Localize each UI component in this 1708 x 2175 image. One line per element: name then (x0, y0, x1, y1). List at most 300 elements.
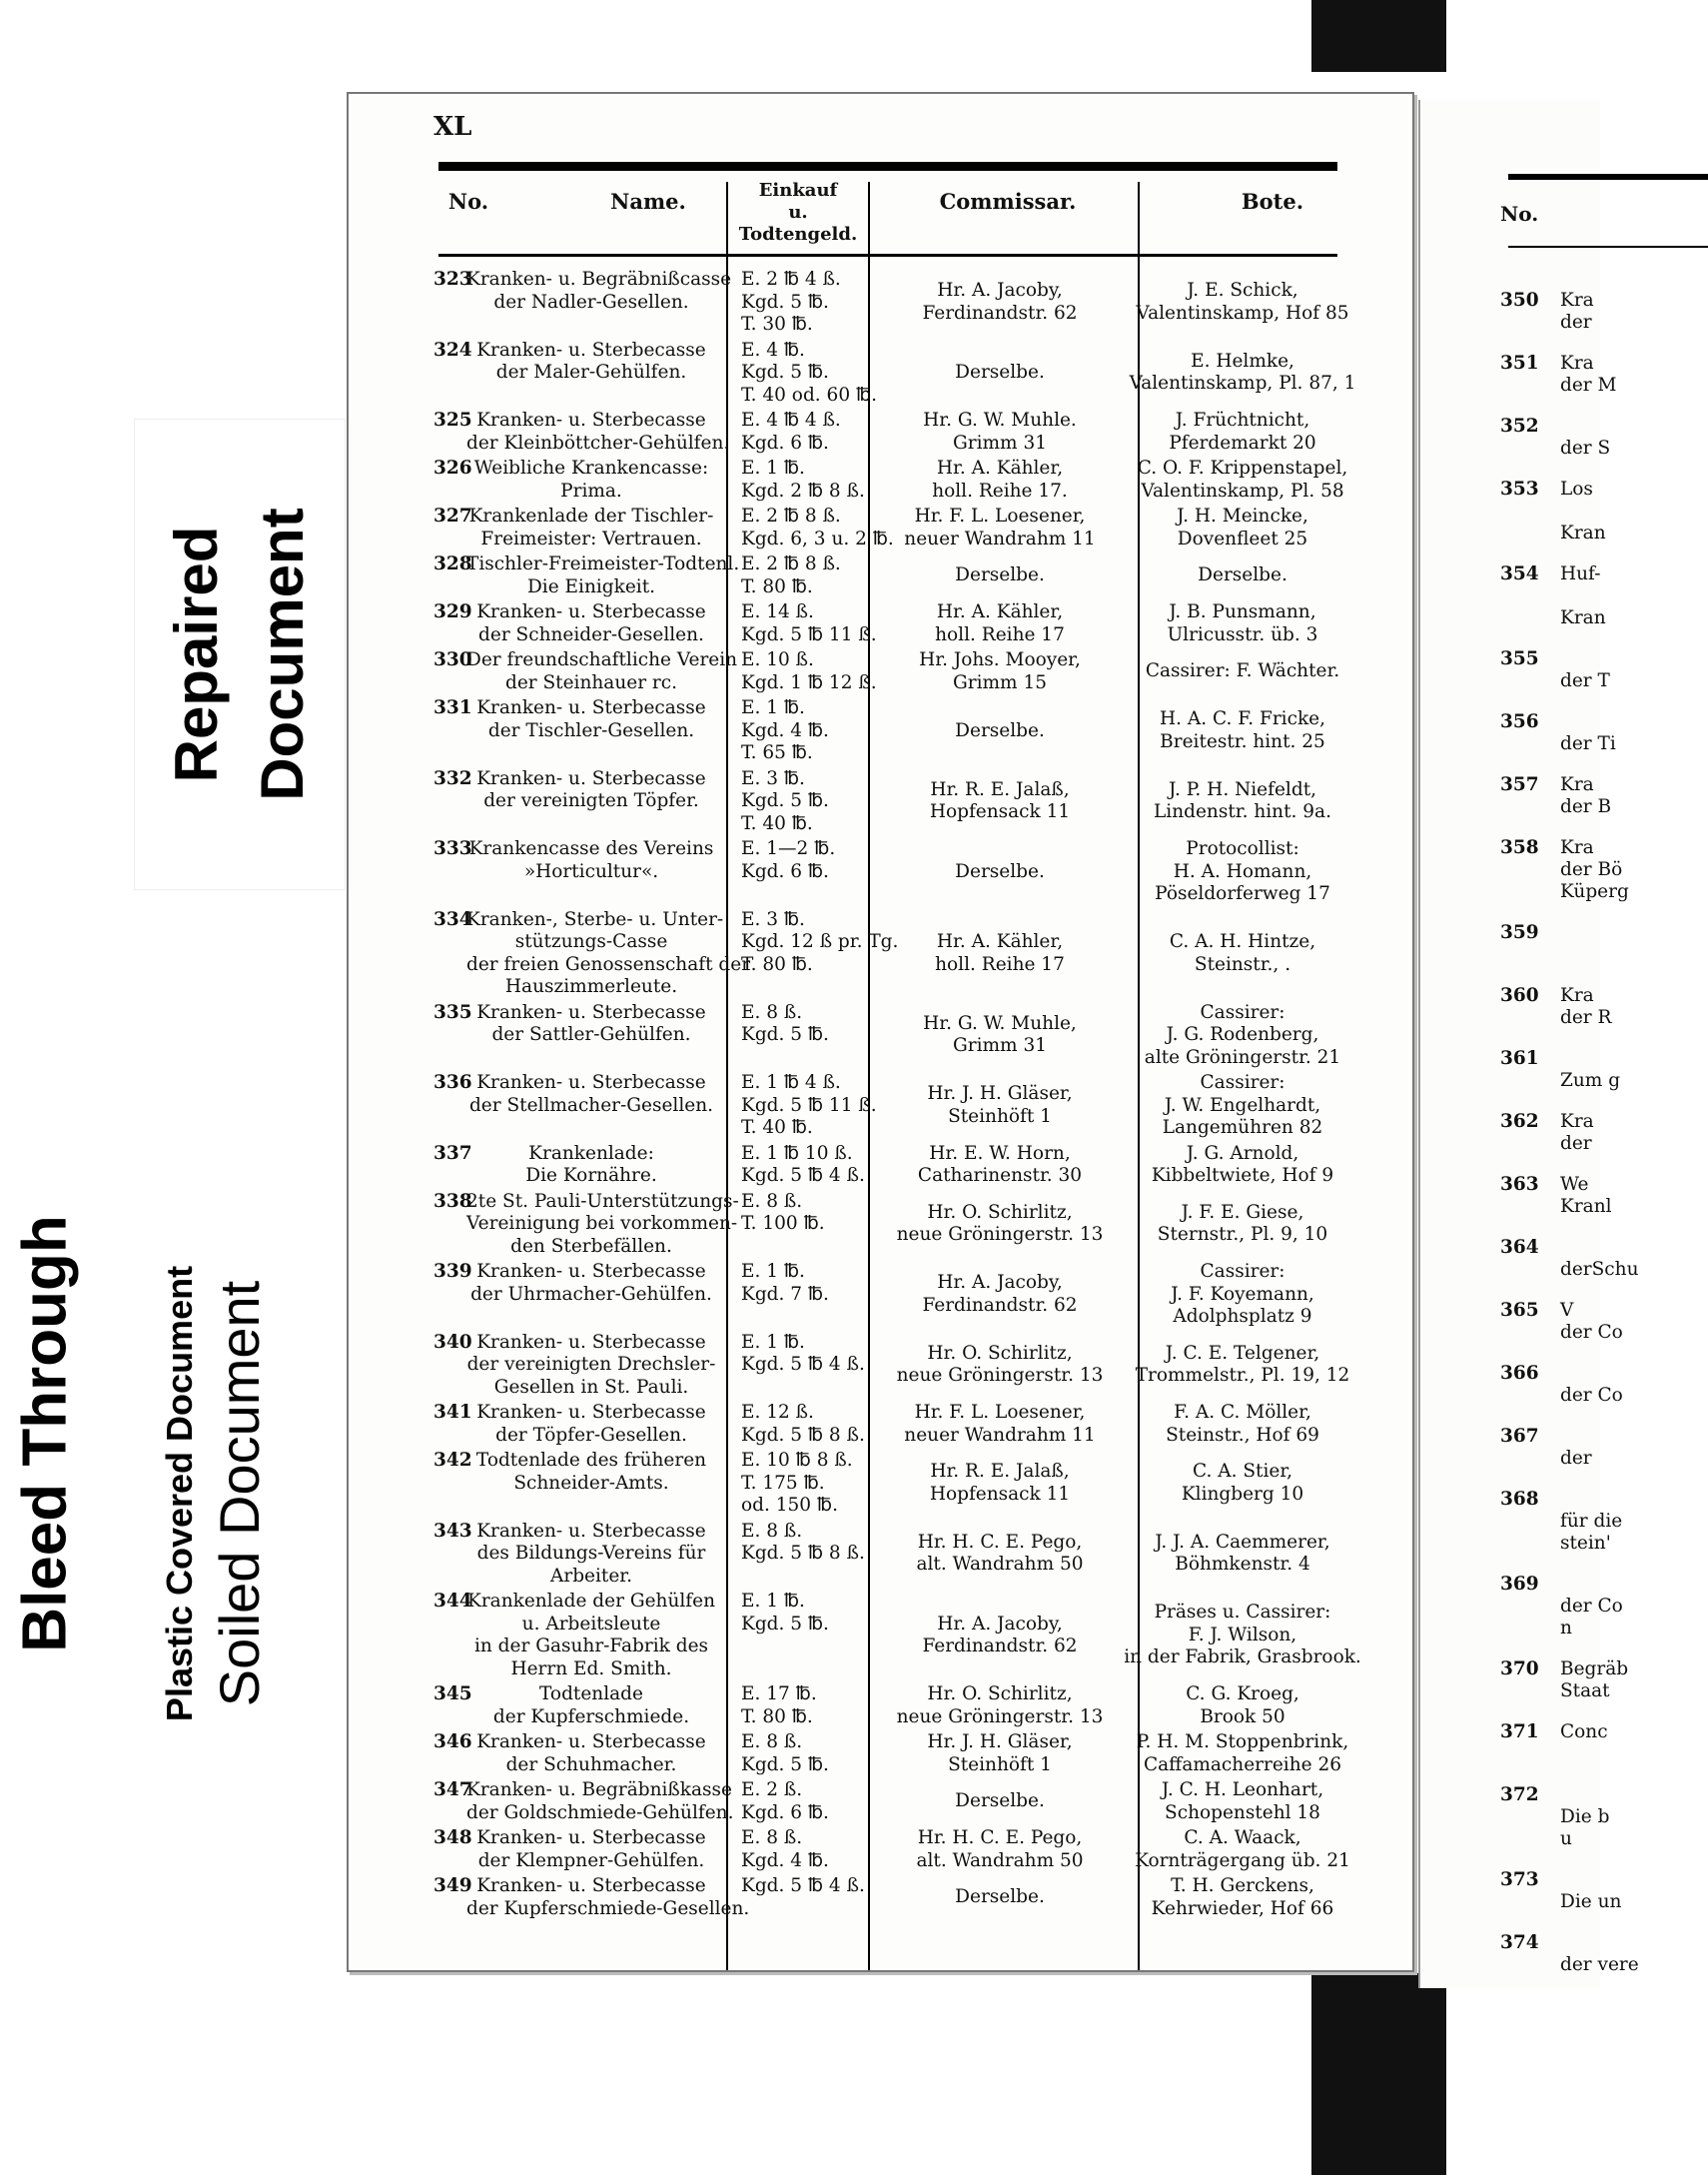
fee-entry (741, 1591, 861, 1635)
fund-name-line: Kranken- u. Sterbecasse (476, 1072, 706, 1093)
fund-name-line: der Maler-Gehülfen. (495, 362, 687, 383)
fund-name-line: der Tischler-Gesellen. (487, 719, 695, 741)
right-row-text: Staat (1560, 1680, 1610, 1701)
commissar-line: neuer Wandrahm 11 (904, 1424, 1096, 1446)
messenger (1088, 1683, 1397, 1728)
commissar-line: Steinhöft 1 (948, 1105, 1052, 1127)
commissar-line: Hr. J. H. Gläser, (927, 1731, 1073, 1752)
messenger (1088, 564, 1397, 587)
fee-entry-line: Kgd. 2 ℔ 8 ß. (741, 480, 865, 502)
right-header-no: No. (1500, 202, 1539, 226)
header-commissar: Commissar. (939, 189, 1077, 214)
fee-entry-line: Kgd. 5 ℔. (741, 1024, 829, 1045)
right-row-text: stein' (1560, 1533, 1611, 1554)
table-row (349, 1072, 1347, 1140)
fee-entry (741, 458, 865, 503)
fee-entry (741, 1731, 861, 1776)
right-row (1500, 985, 1612, 1028)
fee-entry-line: E. 1 ℔. (741, 1591, 805, 1612)
commissar-line: Grimm 15 (952, 671, 1048, 693)
top-rule (438, 162, 1337, 171)
fund-name-line: Kranken- u. Sterbecasse (476, 339, 706, 361)
fund-name-line: Kranken- u. Sterbecasse (476, 1261, 706, 1282)
messenger-line: C. G. Kroeg, (1186, 1683, 1299, 1704)
fee-entry-line: T. 40 ℔. (741, 1117, 813, 1138)
messenger-line: J. E. Schick, (1187, 280, 1298, 302)
messenger-line: J. P. H. Niefeldt, (1168, 778, 1317, 800)
fund-name-line: Todtenlade (539, 1683, 643, 1704)
fund-name-line: der Goldschmiede-Gehülfen. (466, 1801, 734, 1823)
messenger-line: C. A. H. Hintze, (1169, 931, 1316, 952)
fund-name (466, 506, 716, 550)
messenger (1088, 1002, 1397, 1070)
commissar-line: Ferdinandstr. 62 (922, 302, 1078, 324)
fund-name-line: Krankencasse des Vereins (468, 838, 714, 859)
right-row-text: Huf- (1560, 563, 1601, 584)
right-row-number: 357 (1500, 774, 1539, 795)
right-row-text: Conc (1560, 1721, 1608, 1742)
right-row-text: Kra (1560, 774, 1594, 795)
fee-entry-line: E. 4 ℔ 4 ß. (741, 410, 841, 431)
table-row (349, 553, 1347, 598)
messenger-line: in der Fabrik, Grasbrook. (1124, 1646, 1361, 1668)
messenger-line: J. W. Engelhardt, (1164, 1094, 1321, 1116)
right-row-number: 356 (1500, 711, 1539, 732)
fund-name-line: der Kupferschmiede-Gesellen. (466, 1897, 750, 1919)
commissar-line: alt. Wandrahm 50 (916, 1849, 1084, 1871)
fund-name-line: Kranken- u. Sterbecasse (476, 1827, 706, 1848)
fund-name (466, 1450, 716, 1495)
messenger (1088, 1202, 1397, 1247)
label-plastic-soiled (92, 1159, 327, 1828)
fee-entry-line: E. 8 ß. (741, 1827, 803, 1848)
fee-entry (741, 1261, 861, 1306)
messenger-line: T. H. Gerckens, (1171, 1875, 1314, 1896)
fund-name-line: Weibliche Krankencasse: (473, 458, 709, 479)
right-row-text: Begräb (1560, 1658, 1629, 1679)
fee-entry-line: E. 2 ℔ 4 ß. (741, 269, 841, 290)
commissar-line: Derselbe. (955, 860, 1045, 882)
table-row (349, 1683, 1347, 1728)
fee-entry-line: Kgd. 5 ℔. (741, 362, 829, 383)
fund-name-line: Krankenlade der Gehülfen (467, 1591, 715, 1612)
messenger-line: Schopenstehl 18 (1165, 1801, 1320, 1823)
fee-entry-line: E. 2 ℔ 8 ß. (741, 553, 841, 574)
messenger-line: Trommelstr., Pl. 19, 12 (1135, 1365, 1350, 1387)
right-row-text: u (1560, 1828, 1572, 1849)
messenger-line: Cassirer: (1200, 1072, 1285, 1093)
right-row (1500, 1426, 1592, 1469)
row-number: 337 (433, 1142, 472, 1164)
row-number: 335 (433, 1001, 472, 1023)
commissar-line: Hr. H. C. E. Pego, (917, 1531, 1083, 1553)
messenger-line: alte Gröningerstr. 21 (1144, 1046, 1341, 1068)
label-repaired-document: Repaired Document (135, 420, 345, 889)
binder-strip-bottom (1311, 1973, 1446, 2175)
right-row (1500, 1721, 1608, 1743)
messenger-line: J. B. Punsmann, (1169, 601, 1316, 622)
commissar-line: Derselbe. (955, 719, 1045, 741)
commissar-line: neue Gröningerstr. 13 (896, 1705, 1104, 1727)
right-row-text: der (1560, 1448, 1592, 1469)
fee-entry-line: E. 8 ß. (741, 1731, 803, 1752)
fund-name-line: der vereinigten Drechsler- (466, 1354, 716, 1375)
fee-entry-line: Kgd. 6, 3 u. 2 ℔. (741, 528, 894, 549)
commissar-line: Grimm 31 (952, 432, 1048, 454)
fund-name-line: Kranken- u. Sterbecasse (476, 1875, 706, 1896)
row-number: 345 (433, 1683, 472, 1704)
fund-name-line: Kranken- u. Sterbecasse (476, 1402, 706, 1423)
messenger (1088, 1827, 1397, 1872)
fee-entry-line: Kgd. 5 ℔ 8 ß. (741, 1424, 865, 1446)
right-row-number: 361 (1500, 1048, 1539, 1069)
right-row-text: Die b (1560, 1806, 1610, 1827)
fee-entry-line: Kgd. 1 ℔ 12 ß. (741, 671, 877, 693)
right-row-text: Los (1560, 479, 1593, 500)
messenger-line: Präses u. Cassirer: (1154, 1602, 1331, 1624)
table-row (349, 410, 1347, 455)
right-row-number: 353 (1500, 479, 1539, 500)
fee-entry-line: E. 1 ℔ 4 ß. (741, 1072, 841, 1093)
right-row-number: 370 (1500, 1658, 1539, 1679)
fee-entry-line: E. 8 ß. (741, 1001, 803, 1023)
right-row-text: Kra (1560, 837, 1594, 858)
messenger-line: J. F. E. Giese, (1181, 1201, 1304, 1223)
right-row (1500, 922, 1558, 944)
messenger-line: Langemühren 82 (1162, 1117, 1323, 1138)
header-rule (438, 254, 1337, 257)
fee-entry (741, 339, 877, 408)
right-row-text: derSchu (1560, 1259, 1639, 1280)
right-row (1500, 563, 1606, 628)
fee-entry-line: Kgd. 5 ℔. (741, 790, 829, 811)
fund-name-line: Kranken- u. Sterbecasse (476, 1331, 706, 1353)
fee-entry-line: Kgd. 6 ℔. (741, 1801, 829, 1823)
fund-name-line: der Schneider-Gesellen. (478, 623, 704, 645)
messenger-line: C. O. F. Krippenstapel, (1137, 458, 1348, 479)
fund-name (466, 458, 716, 503)
table-row (349, 1827, 1350, 1872)
fee-entry (741, 1002, 861, 1047)
fund-name-line: in der Gasuhr-Fabrik des (473, 1635, 709, 1656)
messenger (1088, 1532, 1397, 1577)
fund-name-line: Kranken- u. Sterbecasse (476, 1520, 706, 1542)
messenger-line: Valentinskamp, Hof 85 (1136, 302, 1349, 324)
fee-entry-line: T. 80 ℔. (741, 1705, 813, 1727)
messenger-line: Sternstr., Pl. 9, 10 (1157, 1224, 1328, 1246)
right-page-partial (1418, 100, 1639, 1988)
right-row (1500, 837, 1629, 902)
fund-name-line: Kranken- u. Begräbnißcasse (466, 269, 732, 290)
messenger-line: P. H. M. Stoppenbrink, (1136, 1731, 1349, 1752)
fee-entry-line: Kgd. 5 ℔ 4 ß. (741, 1165, 865, 1186)
fund-name-line: Prima. (560, 480, 622, 502)
commissar-line: Hr. O. Schirlitz, (927, 1683, 1073, 1704)
right-row (1500, 1111, 1594, 1154)
fund-name-line: Freimeister: Vertrauen. (480, 528, 702, 549)
messenger-line: Kehrwieder, Hof 66 (1151, 1897, 1334, 1919)
fund-name-line: Kranken- u. Sterbecasse (476, 601, 706, 622)
messenger (1088, 410, 1397, 455)
label-soiled: Soiled Document (207, 1280, 271, 1707)
right-row-number: 355 (1500, 648, 1539, 669)
right-row-text: der (1560, 312, 1592, 333)
right-row (1500, 1363, 1623, 1406)
messenger-line: J. F. Koyemann, (1171, 1283, 1314, 1305)
right-row-text: Küperg (1560, 881, 1629, 902)
commissar-line: Catharinenstr. 30 (917, 1165, 1083, 1186)
fee-entry-line: Kgd. 6 ℔. (741, 432, 829, 454)
fee-entry-line: Kgd. 6 ℔. (741, 860, 829, 882)
document-page (347, 92, 1414, 1972)
row-number: 346 (433, 1731, 472, 1752)
fee-entry-line: E. 10 ℔ 8 ß. (741, 1450, 853, 1471)
commissar-line: Hr. G. W. Muhle, (923, 1012, 1077, 1034)
right-row-number: 363 (1500, 1174, 1539, 1195)
right-row-number: 373 (1500, 1869, 1539, 1890)
fund-name (466, 1002, 716, 1047)
fund-name-line: Kranken-, Sterbe- u. Unter- (466, 908, 724, 930)
fund-name-line: Kranken- u. Begräbnißkasse (466, 1779, 732, 1800)
fund-name-line: u. Arbeitsleute (521, 1613, 661, 1634)
table-row (349, 1261, 1347, 1329)
right-row-text: Kran (1560, 523, 1606, 544)
table-row (349, 768, 1347, 836)
right-row (1500, 416, 1611, 459)
fee-entry-line: Kgd. 5 ℔ 4 ß. (741, 1354, 865, 1375)
fund-name (466, 1072, 716, 1117)
row-number: 340 (433, 1331, 472, 1353)
fee-entry-line: E. 2 ß. (741, 1779, 803, 1800)
right-row-text: der (1560, 1133, 1592, 1154)
fund-name-line: stützungs-Casse (514, 931, 668, 952)
row-number: 323 (433, 269, 472, 290)
fund-name (466, 1779, 734, 1824)
commissar-line: Hr. Johs. Mooyer, (919, 649, 1081, 670)
fee-entry-line: E. 1 ℔ 10 ß. (741, 1142, 853, 1164)
fee-entry-line: Kgd. 5 ℔ 4 ß. (741, 1875, 865, 1896)
right-row-text: Kranl (1560, 1196, 1612, 1217)
right-row-number: 359 (1500, 922, 1539, 943)
right-row-text: der vere (1560, 1954, 1639, 1975)
fee-entry (741, 1450, 861, 1518)
right-row-text: der R (1560, 1007, 1612, 1028)
messenger-line: Dovenfleet 25 (1177, 528, 1308, 549)
fee-entry (741, 697, 861, 765)
fund-name-line: der Sattler-Gehülfen. (491, 1024, 691, 1045)
right-row-text: Kra (1560, 353, 1594, 374)
right-row-number: 367 (1500, 1426, 1539, 1447)
fund-name-line: Gesellen in St. Pauli. (493, 1376, 689, 1398)
messenger-line: Cassirer: F. Wächter. (1145, 660, 1340, 682)
fund-name-line: der Klempner-Gehülfen. (477, 1849, 705, 1871)
messenger-line: J. G. Arnold, (1186, 1142, 1299, 1164)
fee-entry (741, 506, 894, 550)
messenger (1088, 1731, 1397, 1776)
fund-name (466, 649, 738, 694)
fund-name-line: der vereinigten Töpfer. (483, 790, 699, 811)
messenger-line: J. G. Rodenberg, (1166, 1024, 1319, 1045)
fund-name-line: Kranken- u. Sterbecasse (476, 1001, 706, 1023)
commissar-line: neue Gröningerstr. 13 (896, 1224, 1104, 1246)
right-row (1500, 1300, 1623, 1343)
fee-entry-line: E. 8 ß. (741, 1520, 803, 1542)
messenger-line: Valentinskamp, Pl. 87, 1 (1129, 373, 1356, 395)
row-number: 349 (433, 1875, 472, 1896)
fee-entry (741, 908, 899, 977)
label-bleed-through: Bleed Through (0, 1109, 90, 1758)
right-row-text: Kra (1560, 1111, 1594, 1132)
right-row (1500, 290, 1594, 333)
fund-name (466, 340, 716, 385)
messenger-line: C. A. Stier, (1192, 1461, 1293, 1483)
table-row (349, 838, 1347, 906)
fund-name-line: Krankenlade der Tischler- (468, 506, 714, 527)
fund-name-line: der Stellmacher-Gesellen. (468, 1094, 714, 1116)
fund-name (466, 1875, 750, 1920)
table-row (349, 1191, 1347, 1259)
row-number: 327 (433, 506, 472, 527)
right-row (1500, 1048, 1621, 1091)
table-row (349, 697, 1347, 765)
table-row (349, 649, 1347, 694)
fee-entry (741, 649, 877, 694)
messenger-line: E. Helmke, (1191, 350, 1294, 372)
row-number: 333 (433, 838, 472, 859)
fee-entry-line: E. 14 ß. (741, 601, 814, 622)
commissar-line: Hr. A. Kähler, (936, 458, 1064, 479)
fund-name (466, 1591, 716, 1680)
fee-entry (741, 1779, 861, 1824)
messenger-line: Cassirer: (1200, 1001, 1285, 1023)
header-fee: Einkauf u. Todtengeld. (738, 180, 858, 245)
fund-name-line: der Kupferschmiede. (492, 1705, 690, 1727)
messenger-line: H. A. C. F. Fricke, (1160, 708, 1325, 730)
fee-entry-line: E. 3 ℔. (741, 767, 805, 789)
right-row (1500, 648, 1610, 691)
fee-entry (741, 1402, 865, 1447)
fund-name-line: Tischler-Freimeister-Todtenl. (466, 553, 740, 574)
right-row (1500, 1574, 1623, 1638)
fee-entry-line: E. 3 ℔. (741, 908, 805, 930)
messenger-line: H. A. Homann, (1173, 860, 1312, 882)
table-row (349, 1779, 1347, 1824)
row-number: 328 (433, 553, 472, 574)
right-row (1500, 479, 1606, 544)
right-row-number: 362 (1500, 1111, 1539, 1132)
table-row (349, 458, 1347, 503)
fee-entry-line: Kgd. 12 ß pr. Tg. (741, 931, 899, 952)
messenger-line: Kibbeltwiete, Hof 9 (1151, 1165, 1334, 1186)
commissar-line: Hr. R. E. Jalaß, (930, 778, 1070, 800)
right-row-number: 374 (1500, 1932, 1539, 1953)
row-number: 341 (433, 1402, 472, 1423)
row-number: 330 (433, 649, 472, 670)
messenger (1088, 838, 1397, 906)
right-row-text: Kra (1560, 290, 1594, 311)
fund-name-line: der Uhrmacher-Gehülfen. (470, 1283, 712, 1305)
right-row-text: Kra (1560, 985, 1594, 1006)
row-number: 331 (433, 697, 472, 718)
fund-name-line: 2te St. Pauli-Unterstützungs- (466, 1190, 739, 1212)
fee-entry-line: E. 17 ℔. (741, 1683, 817, 1704)
table-row (349, 1143, 1347, 1188)
fee-entry-line: od. 150 ℔. (741, 1495, 838, 1516)
header-name: Name. (610, 189, 686, 214)
commissar-line: Hr. A. Jacoby, (937, 1272, 1063, 1294)
right-row-text: der Co (1560, 1322, 1623, 1343)
messenger (1088, 1875, 1397, 1920)
fund-name-line: Kranken- u. Sterbecasse (476, 410, 706, 431)
fee-entry-line: Kgd. 5 ℔. (741, 291, 829, 313)
fee-entry (741, 1827, 861, 1872)
binder-strip-top (1311, 0, 1446, 72)
fee-entry-line: Kgd. 5 ℔ 11 ß. (741, 623, 877, 645)
commissar-line: Derselbe. (955, 362, 1045, 383)
fund-name-line: Der freundschaftliche Verein (466, 649, 738, 670)
right-row-text: der Ti (1560, 733, 1616, 754)
fund-name-line: der Steinhauer rc. (504, 671, 678, 693)
messenger-line: Cassirer: (1200, 1261, 1285, 1282)
fee-entry (741, 601, 877, 646)
fund-name (466, 1827, 716, 1872)
fee-entry-line: E. 1 ℔. (741, 697, 805, 718)
right-row-number: 351 (1500, 353, 1539, 374)
fund-name (466, 1332, 716, 1400)
fee-entry-line: T. 100 ℔. (741, 1213, 825, 1234)
header-underline-right (1508, 246, 1708, 248)
fee-entry (741, 1191, 861, 1236)
right-row-number: 360 (1500, 985, 1539, 1006)
commissar-line: Derselbe. (955, 1886, 1045, 1908)
messenger (1088, 601, 1397, 646)
commissar-line: Hr. F. L. Loesener, (914, 1402, 1086, 1423)
messenger-line: Pöseldorferweg 17 (1155, 883, 1330, 904)
right-row (1500, 1237, 1639, 1280)
messenger (1088, 1261, 1397, 1329)
messenger-line: Brook 50 (1200, 1705, 1285, 1727)
table-row (349, 506, 1347, 550)
table-row (349, 1875, 1347, 1920)
page-number: XL (433, 112, 472, 142)
table-row (349, 1731, 1347, 1776)
row-number: 338 (433, 1190, 472, 1212)
right-row-text: We (1560, 1174, 1589, 1195)
messenger-line: Derselbe. (1198, 564, 1287, 586)
right-row-text: für die (1560, 1511, 1623, 1532)
fee-entry-line: T. 40 od. 60 ℔. (741, 384, 877, 406)
messenger (1088, 1602, 1397, 1669)
fund-name-line: Arbeiter. (550, 1565, 632, 1587)
fund-name (466, 1521, 716, 1589)
messenger-line: F. J. Wilson, (1188, 1624, 1297, 1645)
messenger (1088, 1343, 1397, 1388)
fund-name-line: Kranken- u. Sterbecasse (476, 1731, 706, 1752)
fee-entry (741, 1875, 865, 1898)
fund-name-line: »Horticultur«. (523, 860, 659, 882)
messenger (1088, 506, 1397, 550)
fund-name-line: Todtenlade des früheren (475, 1450, 707, 1471)
fee-entry-line: T. 175 ℔. (741, 1472, 825, 1494)
fund-name-line: Schneider-Amts. (513, 1472, 669, 1494)
right-row (1500, 1784, 1610, 1849)
commissar-line: Hr. A. Jacoby, (937, 280, 1063, 302)
right-row (1500, 1658, 1629, 1701)
fee-entry-line: Kgd. 7 ℔. (741, 1283, 829, 1305)
fund-name (466, 1402, 716, 1447)
commissar-line: holl. Reihe 17 (935, 623, 1065, 645)
commissar-line: Hopfensack 11 (929, 1483, 1071, 1505)
